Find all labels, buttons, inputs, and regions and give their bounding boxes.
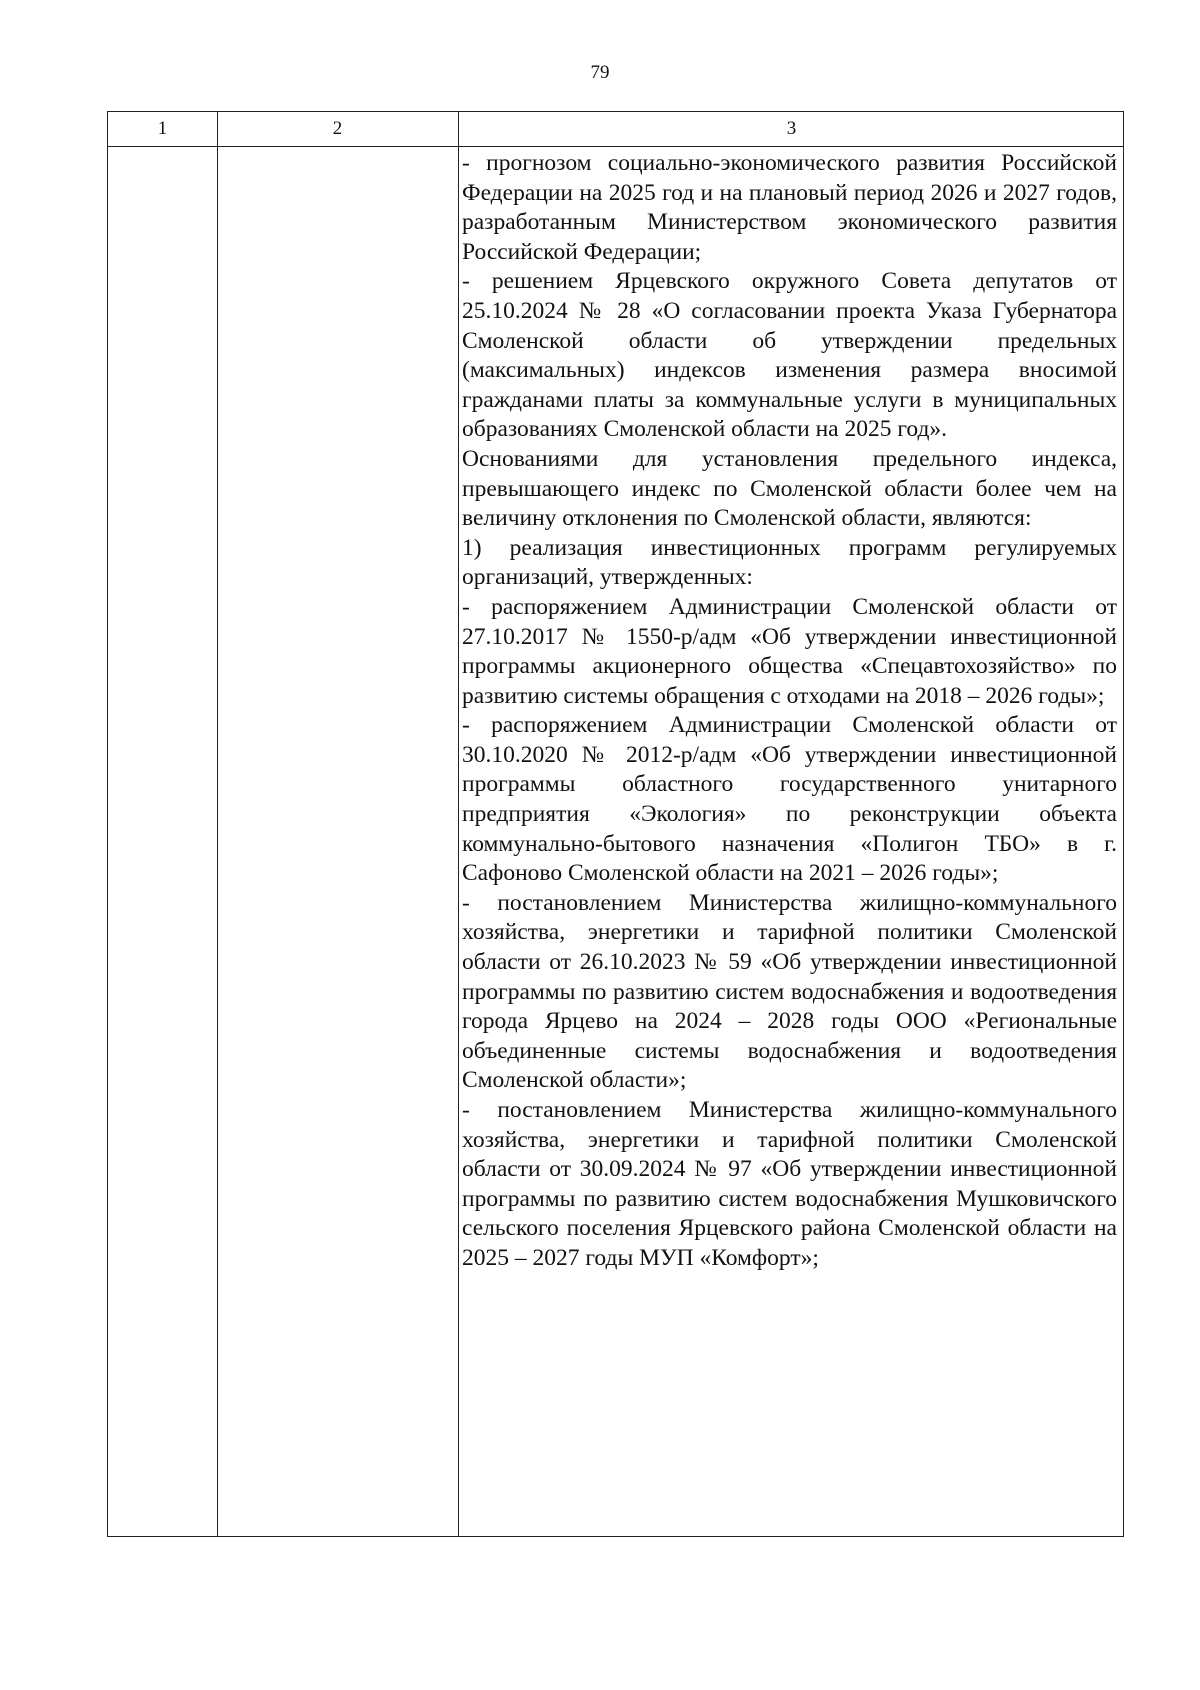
paragraph-order-1550: - распоряжением Администрации Смоленской области от 27.10.2017 № 1550-р/адм «Об утверждении инвестиционной программы акционерного общества «Спецавтохозяйство» по развитию системы обращения с отходами на 2018 – 2026 годы»; — [462, 593, 1117, 709]
paragraph-investment-programs: 1) реализация инвестиционных программ регулируемых организаций, утвержденных: — [462, 534, 1117, 591]
paragraph-forecast: - прогнозом социально-экономического развития Российской Федерации на 2025 год и на плановый период 2026 и 2027 годов, разработанным Министерством экономического развития Российской Федерации; — [462, 150, 1117, 265]
paragraph-resolution-59: - постановлением Министерства жилищно-коммунального хозяйства, энергетики и тарифной политики Смоленской области от 26.10.2023 № 59 «Об утверждении инвестиционной программы по развитию систем водоснабжения и водоотведения города Ярцево на 2024 – 2028 годы ООО «Региональные объединенные системы водоснабжения и водоотведения Смоленской области»; — [462, 889, 1117, 1094]
table-header-row — [108, 112, 1123, 147]
document-table — [107, 111, 1124, 1537]
paragraph-grounds: Основаниями для установления предельного индекса, превышающего индекс по Смоленской области более чем на величину отклонения по Смоленской области, являются: — [462, 445, 1117, 532]
column-3-content — [462, 149, 1117, 1274]
header-cell-1: 1 — [157, 118, 168, 139]
page-number: 79 — [590, 62, 610, 83]
column-divider-1 — [217, 112, 218, 1536]
paragraph-council-decision: - решением Ярцевского окружного Совета депутатов от 25.10.2024 № 28 «О согласовании проекта Указа Губернатора Смоленской области об утверждении предельных (максимальных) индексов изменения размера вносимой гражданами платы за коммунальные услуги в муниципальных образованиях Смоленской области на 2025 год». — [462, 268, 1117, 443]
header-cell-3: 3 — [786, 118, 797, 139]
paragraph-resolution-97: - постановлением Министерства жилищно-коммунального хозяйства, энергетики и тарифной политики Смоленской области от 30.09.2024 № 97 «Об утверждении инвестиционной программы по развитию систем водоснабжения Мушковичского сельского поселения Ярцевского района Смоленской области на 2025 – 2027 годы МУП «Комфорт»; — [462, 1097, 1117, 1271]
paragraph-order-2012: - распоряжением Администрации Смоленской области от 30.10.2020 № 2012-р/адм «Об утверждении инвестиционной программы областного государственного унитарного предприятия «Экология» по реконструкции объекта коммунально-бытового назначения «Полигон ТБО» в г. Сафоново Смоленской области на 2021 – 2026 годы»; — [462, 712, 1117, 887]
column-divider-2 — [458, 112, 459, 1536]
header-cell-2: 2 — [332, 118, 343, 139]
